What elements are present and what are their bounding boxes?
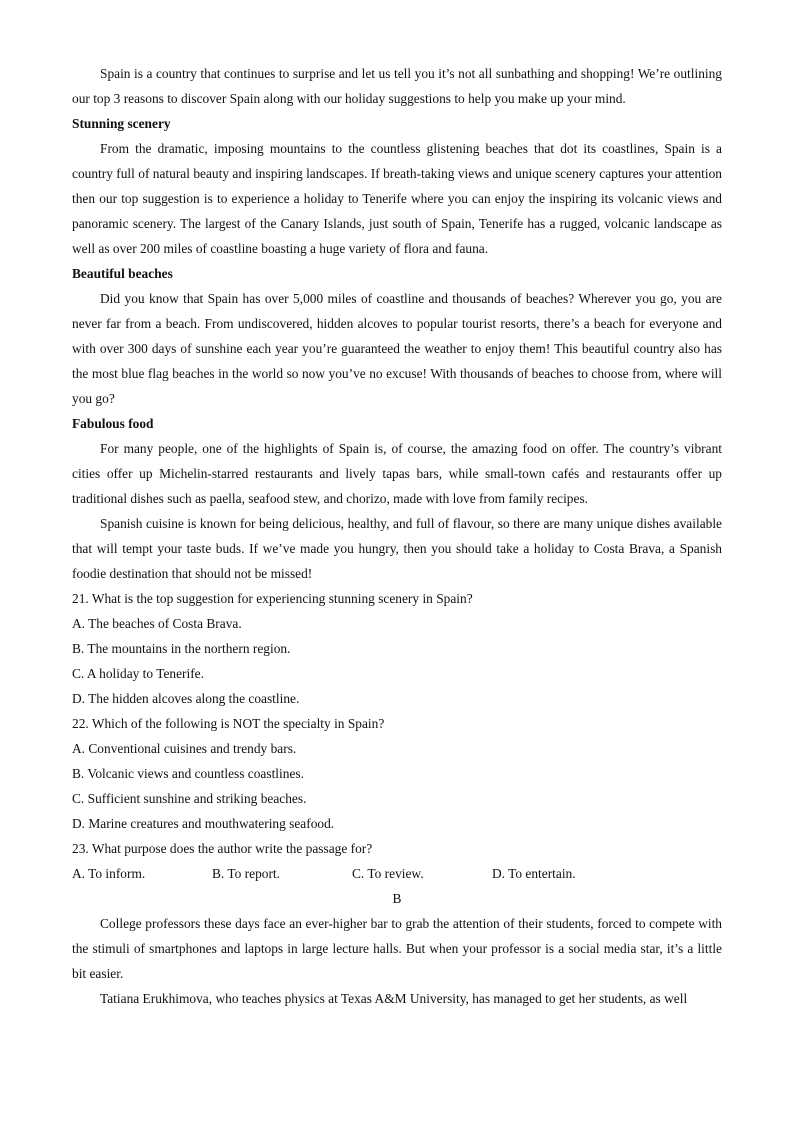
body-paragraph: College professors these days face an ever-higher bar to grab the attention of their students, forced to compete with the stimuli of smartphones and laptops in large lecture halls. But when your professor is a social media star, it’s a little bit easier. xyxy=(72,916,722,981)
answer-option: B. The mountains in the northern region. xyxy=(72,641,291,656)
answer-option: C. Sufficient sunshine and striking beaches. xyxy=(72,791,307,806)
answer-option: D. Marine creatures and mouthwatering seafood. xyxy=(72,816,335,831)
intro-paragraph: Spain is a country that continues to surprise and let us tell you it’s not all sunbathing and shopping! We’re outlining our top 3 reasons to discover Spain along with our holiday suggestions to help you make up your mind. xyxy=(72,66,722,106)
answer-option: B. To report. xyxy=(212,866,280,881)
section-heading: Stunning scenery xyxy=(72,116,171,131)
body-paragraph: Spanish cuisine is known for being delicious, healthy, and full of flavour, so there are many unique dishes available that will tempt your taste buds. If we’ve made you hungry, then you should take a holiday to Costa Brava, a Spanish foodie destination that should not be missed! xyxy=(72,516,722,581)
answer-options-row xyxy=(72,861,722,886)
body-paragraph: For many people, one of the highlights of Spain is, of course, the amazing food on offer. The country’s vibrant cities offer up Michelin-starred restaurants and lively tapas bars, while small-town cafés and restaurants offer up traditional dishes such as paella, seafood stew, and chorizo, made with love from family recipes. xyxy=(72,441,722,506)
question-stem: 23. What purpose does the author write the passage for? xyxy=(72,841,373,856)
question-stem: 22. Which of the following is NOT the specialty in Spain? xyxy=(72,716,385,731)
body-paragraph: Did you know that Spain has over 5,000 miles of coastline and thousands of beaches? Wherever you go, you are never far from a beach. From undiscovered, hidden alcoves to popular tourist resorts, there’s a beach for everyone and with over 300 days of sunshine each year you’re guaranteed the weather to enjoy them! This beautiful country also has the most blue flag beaches in the world so now you’ve no excuse! With thousands of beaches to choose from, where will you go? xyxy=(72,291,722,406)
answer-option: A. The beaches of Costa Brava. xyxy=(72,616,242,631)
question-stem: 21. What is the top suggestion for experiencing stunning scenery in Spain? xyxy=(72,591,473,606)
answer-option: C. A holiday to Tenerife. xyxy=(72,666,204,681)
passage-label: B xyxy=(392,891,402,906)
body-paragraph: From the dramatic, imposing mountains to the countless glistening beaches that dot its coastlines, Spain is a country full of natural beauty and inspiring landscapes. If breath-taking views and unique scenery captures your attention then our top suggestion is to experience a holiday to Tenerife where you can enjoy the inspiring its volcanic views and panoramic scenery. The largest of the Canary Islands, just south of Spain, Tenerife has a rugged, volcanic landscape as well as over 200 miles of coastline boasting a huge variety of flora and fauna. xyxy=(72,141,722,256)
answer-option: A. To inform. xyxy=(72,866,146,881)
document-page xyxy=(72,61,722,1011)
body-paragraph: Tatiana Erukhimova, who teaches physics at Texas A&M University, has managed to get her students, as well xyxy=(100,991,688,1006)
answer-option: D. To entertain. xyxy=(492,866,576,881)
answer-option: D. The hidden alcoves along the coastline. xyxy=(72,691,300,706)
section-heading: Beautiful beaches xyxy=(72,266,173,281)
answer-option: B. Volcanic views and countless coastlines. xyxy=(72,766,304,781)
answer-option: C. To review. xyxy=(352,866,424,881)
section-heading: Fabulous food xyxy=(72,416,154,431)
answer-option: A. Conventional cuisines and trendy bars. xyxy=(72,741,297,756)
